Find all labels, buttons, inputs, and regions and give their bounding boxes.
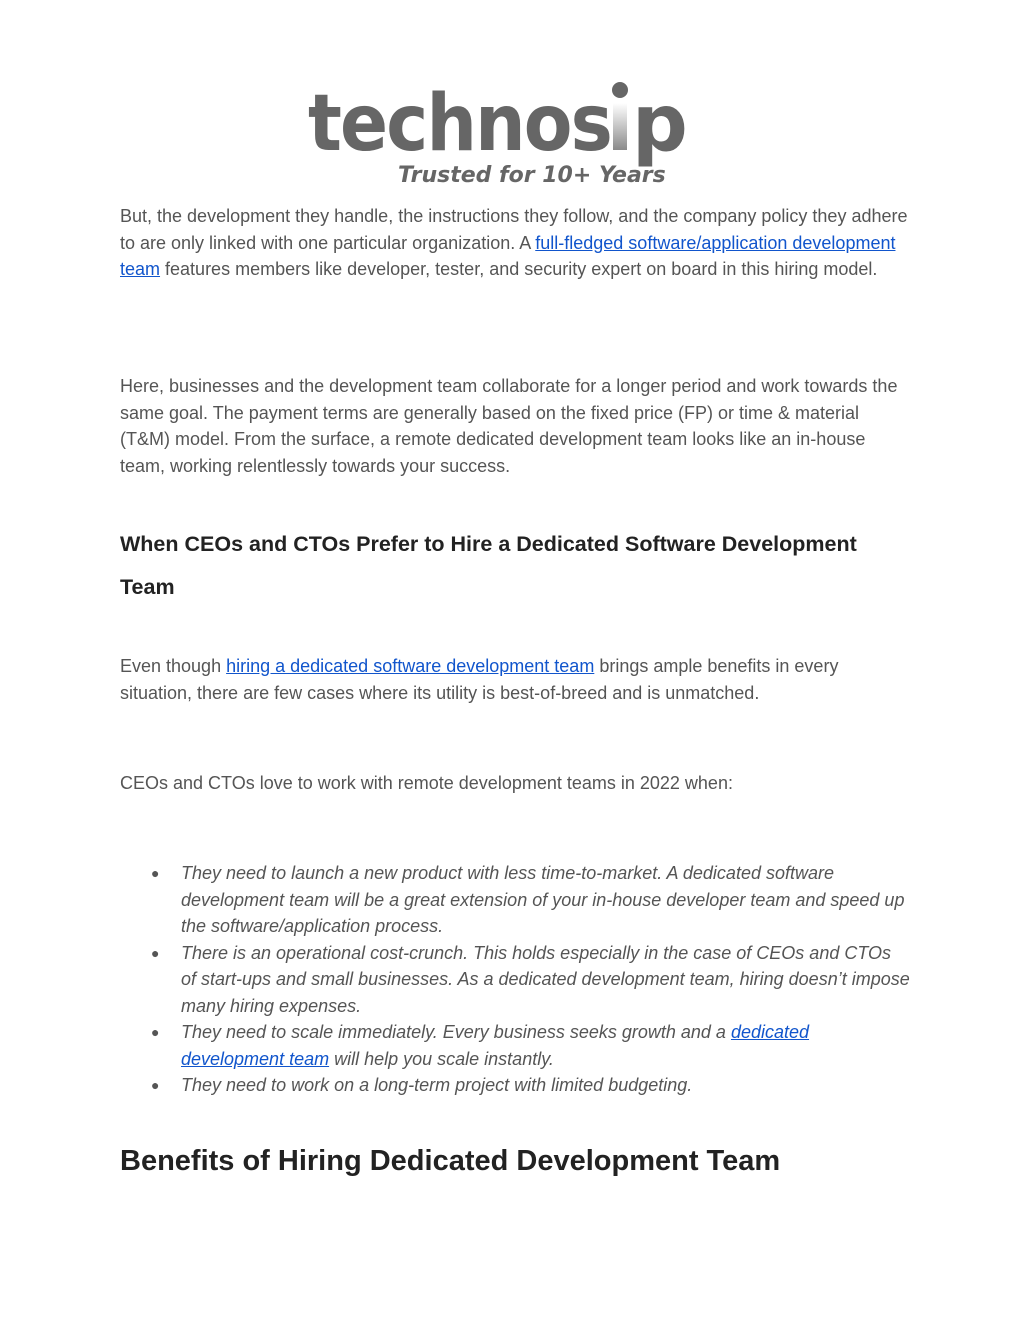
logo-i-stem [613, 103, 627, 150]
list-item-text: They need to launch a new product with less time-to-market. A dedicated software development team will be a great extension of your in-house developer team and speed up the software/application process. [181, 863, 905, 936]
list-item [120, 1019, 910, 1072]
list-item [120, 860, 910, 940]
list-item [120, 940, 910, 1020]
paragraph-text: Even though [120, 656, 227, 676]
bullet-list [120, 860, 910, 1099]
paragraph-text: brings ample benefits in every situation, there are few cases where its utility is best-of-breed and is unmatched. [120, 656, 839, 703]
bullet-icon: ● [151, 865, 160, 881]
paragraph-even-though [120, 653, 910, 706]
paragraph-collaboration: Here, businesses and the development team collaborate for a longer period and work towards the same goal. The payment terms are generally based on the fixed price (FP) or time & material (T&M) model. From the surface, a remote dedicated development team looks like an in-house team, working relentlessly towards your success. [120, 376, 898, 476]
bullet-icon: ● [151, 944, 160, 961]
paragraph-ceos-love: CEOs and CTOs love to work with remote development teams in 2022 when: [120, 773, 733, 793]
logo-i-dot [612, 82, 628, 98]
paragraph-hiring-model [120, 203, 910, 283]
heading-benefits: Benefits of Hiring Dedicated Development Team [120, 1145, 781, 1177]
list-item-text: There is an operational cost-crunch. This holds especially in the case of CEOs and CTOs of start-ups and small businesses. As a dedicated development team, hiring doesn’t impose many hiring expenses. [181, 942, 910, 1016]
link-dedicated-development-team[interactable]: dedicated development team [181, 1022, 810, 1069]
paragraph-text: features members like developer, tester, and security expert on board in this hiring model. [160, 259, 878, 279]
bullet-icon: ● [151, 1077, 160, 1093]
link-full-fledged-team[interactable]: full-fledged software/application development team [120, 232, 896, 279]
heading-when-ceos-ctos: When CEOs and CTOs Prefer to Hire a Dedicated Software Development Team [120, 532, 857, 599]
technosip-logo [0, 78, 1024, 188]
logo-tagline: Trusted for 10+ Years [398, 163, 666, 188]
list-item [120, 1072, 910, 1099]
list-item-text: They need to scale immediately. Every business seeks growth and a [181, 1022, 731, 1042]
bullet-icon: ● [151, 1024, 160, 1040]
logo-graphic [302, 78, 722, 188]
paragraph-text: But, the development they handle, the instructions they follow, and the company policy they adhere to are only linked with one particular organization. A [120, 206, 908, 253]
link-hiring-dedicated-team[interactable]: hiring a dedicated software development team [226, 656, 595, 676]
list-item-text: They need to work on a long-term project with limited budgeting. [181, 1075, 693, 1095]
logo-wordmark-main: technos [308, 79, 611, 169]
logo-wordmark-p: p [632, 79, 688, 169]
list-item-text: will help you scale instantly. [329, 1048, 554, 1069]
